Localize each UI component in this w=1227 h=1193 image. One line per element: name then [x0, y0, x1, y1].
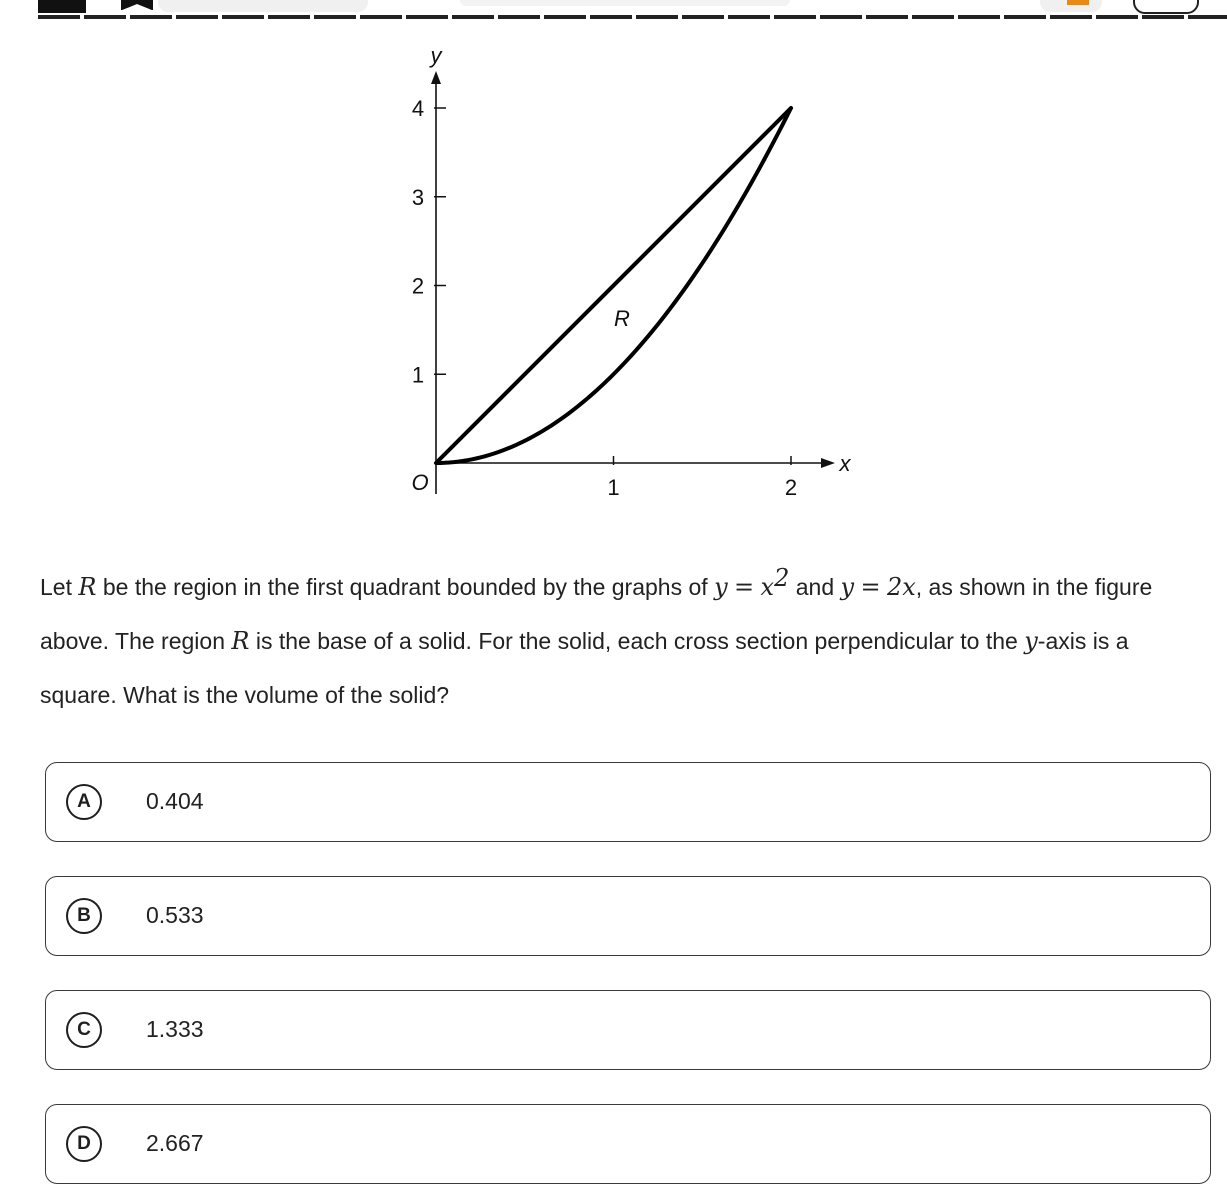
y-tick-label: 1: [411, 362, 425, 388]
choice-b[interactable]: [45, 876, 1211, 956]
origin-label: O: [411, 470, 429, 495]
choice-value: 2.667: [146, 1130, 204, 1156]
curves: [436, 108, 791, 463]
math-x: x: [760, 573, 775, 601]
stem-part: -axis is a square. What is the volume of the solid?: [40, 628, 1129, 708]
stem-part: , as shown in the figure above. The region: [40, 574, 1153, 654]
region-label: R: [614, 306, 630, 331]
x-axis-label: x: [839, 451, 851, 476]
question-text: [40, 560, 1190, 722]
annotate-button[interactable]: [1133, 0, 1199, 14]
choice-c[interactable]: [45, 990, 1211, 1070]
math-y: y: [1024, 627, 1038, 655]
math-exponent: 2: [774, 564, 790, 592]
stem-part: is the base of a solid. For the solid, each cross section perpendicular to the: [255, 628, 1018, 654]
y-tick-label: 4: [411, 96, 425, 121]
math-equals: =: [860, 573, 881, 601]
math-y: y: [714, 573, 728, 601]
y-tick-label: 3: [411, 184, 425, 210]
x-tick-label: 2: [784, 475, 798, 500]
math-R: R: [78, 573, 97, 601]
choice-value: 1.333: [146, 1016, 204, 1042]
math-y: y: [840, 573, 855, 601]
math-equals: =: [734, 573, 755, 601]
toolbar-divider: [38, 15, 1227, 19]
stem-part: be the region in the first quadrant bounded by the graphs of: [102, 574, 708, 600]
region-figure: [390, 38, 870, 508]
toolbar-pill-center: [460, 0, 790, 6]
choice-letter-badge: B: [66, 898, 102, 934]
stem-part: and: [795, 574, 835, 600]
math-R: R: [231, 627, 250, 655]
bookmark-icon[interactable]: [120, 0, 154, 10]
choice-value: 0.404: [146, 788, 204, 814]
choice-value: 0.533: [146, 902, 204, 928]
axis-ticks: [412, 96, 797, 500]
y-tick-label: 2: [411, 273, 425, 299]
top-toolbar: [0, 0, 1227, 22]
x-tick-label: 1: [607, 475, 620, 500]
choice-d[interactable]: [45, 1104, 1211, 1184]
choice-letter-badge: C: [66, 1012, 102, 1048]
math-2x: 2x: [886, 573, 916, 601]
y-axis-label: y: [430, 43, 442, 68]
stem-part: Let: [40, 574, 72, 600]
axes: [431, 71, 835, 494]
line-y-2x: [436, 108, 791, 463]
calculator-icon[interactable]: [1067, 0, 1089, 5]
x-axis-arrow-icon: [821, 458, 835, 468]
toolbar-pill: [158, 0, 368, 12]
choice-a[interactable]: [45, 762, 1211, 842]
choice-letter-badge: D: [66, 1126, 102, 1162]
choice-letter-badge: A: [66, 784, 102, 820]
menu-block[interactable]: [38, 0, 86, 13]
y-axis-arrow-icon: [431, 71, 441, 84]
